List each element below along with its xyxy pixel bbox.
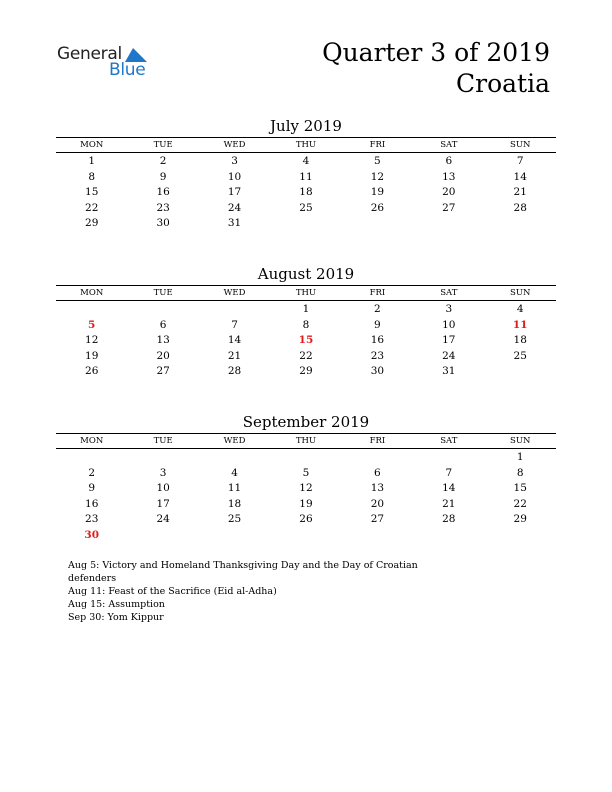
day-cell: 8 — [516, 466, 524, 479]
week-row — [56, 349, 556, 365]
weekday-label: THU — [295, 288, 317, 298]
day-cell: 26 — [85, 365, 99, 378]
day-cell: 16 — [85, 497, 99, 510]
week-row — [56, 497, 556, 513]
weekday-label: SAT — [440, 436, 458, 446]
holiday-day-cell: 30 — [84, 528, 100, 541]
day-cell: 7 — [231, 318, 238, 331]
day-cell — [342, 528, 413, 544]
day-cell: 29 — [85, 217, 99, 230]
day-cell: 26 — [370, 201, 385, 214]
weekday-header-row — [56, 138, 556, 153]
day-cell: 13 — [156, 334, 170, 347]
day-cell: 3 — [445, 303, 453, 315]
weekday-label: MON — [80, 288, 104, 298]
day-cell: 2 — [374, 303, 381, 315]
day-cell: 23 — [85, 513, 99, 526]
day-cell: 29 — [513, 513, 527, 526]
week-row — [56, 528, 556, 544]
week-row — [56, 450, 556, 466]
weekday-label: THU — [295, 436, 317, 446]
weekday-label: SAT — [440, 288, 458, 298]
day-cell: 16 — [156, 186, 170, 199]
day-cell: 14 — [513, 170, 527, 183]
day-cell: 1 — [302, 303, 310, 315]
day-cell: 25 — [513, 349, 527, 362]
week-row — [56, 364, 556, 380]
week-row — [56, 512, 556, 528]
day-cell: 28 — [513, 201, 527, 214]
weekday-label: TUE — [153, 288, 173, 298]
day-cell: 30 — [156, 217, 170, 230]
day-cell: 2 — [88, 466, 96, 479]
month-title: September 2019 — [242, 413, 370, 431]
weekday-label: THU — [295, 140, 317, 150]
holiday-note: Aug 11: Feast of the Sacrifice (Eid al-Adha) — [68, 586, 277, 597]
weekday-label: TUE — [153, 436, 173, 446]
day-cell: 27 — [442, 201, 456, 214]
day-cell: 27 — [370, 513, 385, 526]
day-cell — [342, 450, 413, 466]
page-title: Quarter 3 of 2019 — [322, 38, 550, 67]
day-cell: 13 — [442, 170, 456, 183]
day-cell: 14 — [227, 334, 242, 347]
day-cell: 26 — [299, 513, 313, 526]
day-cell: 6 — [374, 466, 381, 479]
day-cell — [56, 450, 127, 466]
weekday-label: FRI — [369, 288, 386, 298]
holiday-day-cell: 15 — [298, 334, 314, 347]
day-cell: 14 — [442, 482, 456, 495]
day-cell: 24 — [442, 349, 456, 362]
week-row — [56, 302, 556, 318]
week-row — [56, 216, 556, 232]
month-title: July 2019 — [270, 117, 342, 135]
day-cell: 12 — [299, 482, 313, 495]
generalblue-logo — [57, 44, 157, 82]
day-cell: 21 — [227, 349, 242, 362]
day-cell: 13 — [370, 482, 385, 495]
weekday-label: SUN — [510, 436, 531, 446]
day-cell: 10 — [227, 170, 242, 183]
month-calendar-july — [56, 117, 556, 232]
day-cell: 1 — [88, 155, 96, 167]
day-cell: 10 — [442, 318, 456, 331]
day-cell: 18 — [227, 497, 242, 510]
weekday-header-row — [56, 434, 556, 449]
day-cell: 12 — [85, 334, 99, 347]
month-grid — [56, 285, 556, 380]
day-cell: 19 — [85, 349, 99, 362]
day-cell: 20 — [370, 497, 385, 510]
day-cell: 7 — [516, 155, 524, 167]
week-row — [56, 466, 556, 482]
day-cell: 20 — [156, 349, 170, 362]
day-cell: 3 — [159, 466, 167, 479]
day-cell: 16 — [370, 334, 385, 347]
weekday-label: TUE — [153, 140, 173, 150]
holiday-notes — [68, 559, 428, 624]
day-cell: 17 — [442, 334, 456, 347]
holiday-day-cell: 11 — [512, 318, 528, 331]
day-cell: 11 — [299, 170, 313, 183]
day-cell — [413, 216, 484, 232]
day-cell: 18 — [513, 334, 527, 347]
day-cell: 27 — [156, 365, 170, 378]
day-cell: 1 — [516, 451, 524, 463]
day-cell — [270, 450, 341, 466]
day-cell — [413, 450, 484, 466]
day-cell: 5 — [302, 466, 310, 479]
holiday-note: Sep 30: Yom Kippur — [68, 612, 164, 623]
month-calendar-september — [56, 413, 556, 544]
day-cell — [485, 216, 556, 232]
day-cell: 15 — [85, 186, 99, 199]
day-cell: 11 — [227, 482, 242, 495]
weekday-label: FRI — [369, 436, 386, 446]
day-cell: 6 — [445, 155, 453, 167]
day-cell — [485, 528, 556, 544]
weekday-label: FRI — [369, 140, 386, 150]
day-cell — [127, 302, 198, 318]
week-row — [56, 318, 556, 334]
weekday-label: MON — [80, 140, 104, 150]
weekday-label: MON — [80, 436, 104, 446]
holiday-note: Aug 5: Victory and Homeland Thanksgiving Day and the Day of Croatian defenders — [68, 560, 418, 584]
weekday-label: SUN — [510, 288, 531, 298]
day-cell — [342, 216, 413, 232]
day-cell: 17 — [227, 186, 242, 199]
day-cell: 9 — [159, 170, 167, 183]
day-cell: 6 — [159, 318, 167, 331]
day-cell: 15 — [513, 482, 527, 495]
day-cell: 8 — [302, 318, 310, 331]
week-row — [56, 170, 556, 186]
day-cell: 10 — [156, 482, 170, 495]
day-cell: 22 — [299, 349, 313, 362]
day-cell: 7 — [445, 466, 453, 479]
weekday-label: SUN — [510, 140, 531, 150]
day-cell: 4 — [231, 466, 238, 479]
day-cell: 24 — [227, 201, 242, 214]
holiday-day-cell: 5 — [88, 318, 96, 331]
week-row — [56, 185, 556, 201]
day-cell: 4 — [516, 303, 524, 315]
day-cell — [485, 364, 556, 380]
day-cell — [270, 528, 341, 544]
day-cell — [127, 450, 198, 466]
week-row — [56, 481, 556, 497]
day-cell — [199, 302, 270, 318]
logo-word-general: General — [57, 44, 122, 64]
weekday-label: WED — [223, 288, 246, 298]
day-cell: 9 — [374, 318, 381, 331]
week-row — [56, 201, 556, 217]
day-cell — [199, 528, 270, 544]
day-cell: 31 — [442, 365, 456, 378]
day-cell: 4 — [302, 155, 310, 167]
day-cell: 28 — [227, 365, 242, 378]
day-cell — [56, 302, 127, 318]
day-cell: 28 — [442, 513, 456, 526]
day-cell: 22 — [513, 497, 527, 510]
day-cell: 8 — [88, 170, 96, 183]
month-calendar-august — [56, 265, 556, 380]
day-cell: 19 — [299, 497, 313, 510]
logo-word-blue: Blue — [109, 60, 146, 80]
day-cell: 24 — [156, 513, 170, 526]
day-cell: 31 — [227, 217, 242, 230]
day-cell: 2 — [159, 155, 167, 167]
weekday-label: WED — [223, 436, 246, 446]
day-cell: 29 — [299, 365, 313, 378]
day-cell: 21 — [513, 186, 527, 199]
weekday-label: WED — [223, 140, 246, 150]
day-cell: 21 — [442, 497, 456, 510]
week-row — [56, 333, 556, 349]
month-grid — [56, 137, 556, 232]
day-cell — [270, 216, 341, 232]
day-cell: 25 — [227, 513, 242, 526]
weekday-label: SAT — [440, 140, 458, 150]
day-cell: 18 — [299, 186, 313, 199]
day-cell: 25 — [299, 201, 313, 214]
day-cell: 3 — [231, 155, 238, 167]
day-cell — [127, 528, 198, 544]
day-cell: 12 — [370, 170, 385, 183]
month-title: August 2019 — [257, 265, 355, 283]
month-grid — [56, 433, 556, 544]
day-cell: 22 — [85, 201, 99, 214]
day-cell: 9 — [88, 482, 96, 495]
week-row — [56, 154, 556, 170]
day-cell: 20 — [442, 186, 456, 199]
day-cell: 19 — [370, 186, 385, 199]
holiday-note: Aug 15: Assumption — [68, 599, 165, 610]
day-cell — [413, 528, 484, 544]
day-cell: 17 — [156, 497, 170, 510]
day-cell — [199, 450, 270, 466]
country-name: Croatia — [456, 69, 550, 98]
day-cell: 30 — [370, 365, 385, 378]
day-cell: 5 — [374, 155, 381, 167]
day-cell: 23 — [370, 349, 385, 362]
day-cell: 23 — [156, 201, 170, 214]
weekday-header-row — [56, 286, 556, 301]
